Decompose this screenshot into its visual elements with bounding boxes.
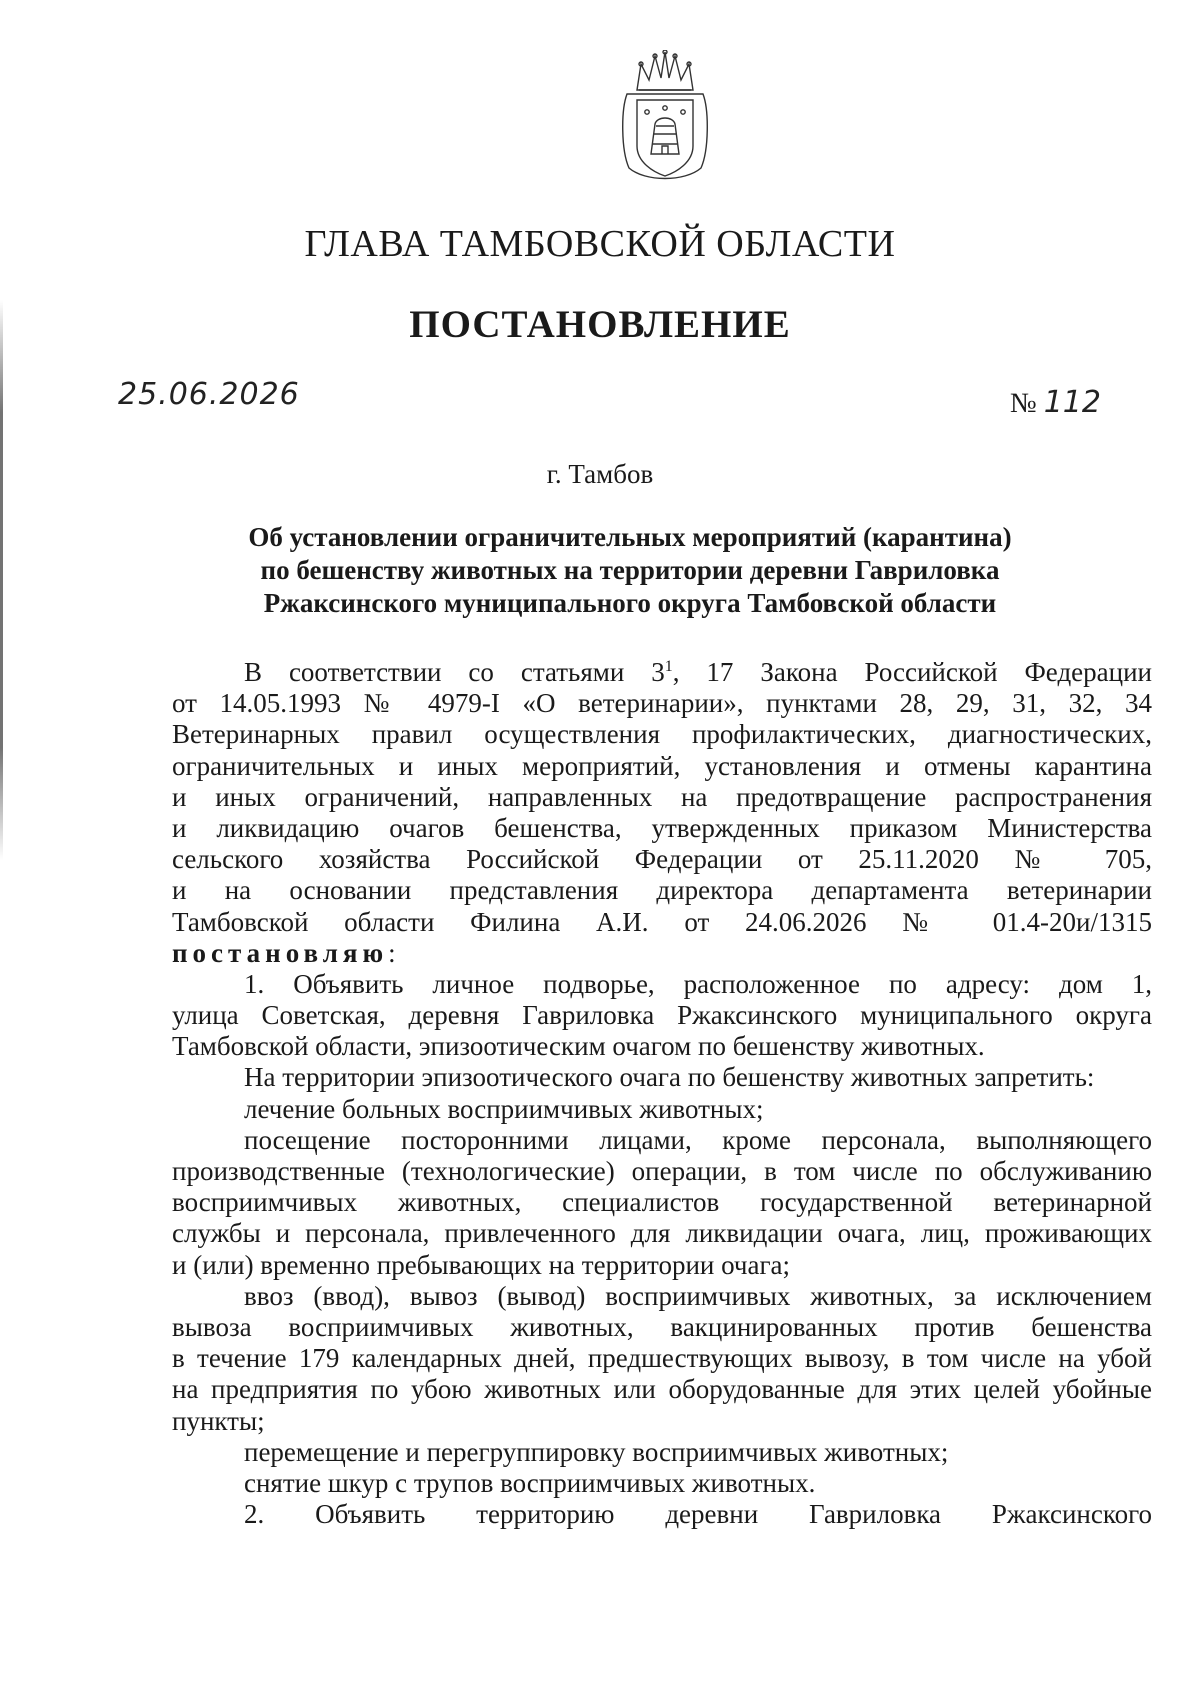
paragraph-line: пункты; [172,1405,265,1436]
body-line: и иных ограничений, направленных на предотвращение распространения [172,781,1152,812]
decree-colon: : [388,937,396,968]
title-line: Ржаксинского муниципального округа Тамбовской области [263,588,997,618]
paragraph-line: На территории эпизоотического очага по бешенству животных запретить: [244,1062,1095,1093]
body-line: и на основании представления директора департамента ветеринарии [172,875,1152,906]
paragraph-1-line: Тамбовской области, эпизоотическим очагом по бешенству животных. [172,1031,985,1062]
paragraph-line: лечение больных восприимчивых животных; [244,1093,764,1124]
paragraph-line: вывоза восприимчивых животных, вакцинированных против бешенства [172,1311,1152,1342]
body-line: сельского хозяйства Российской Федерации от 25.11.2020 № 705, [172,844,1152,875]
decree-word: постановляю [172,937,389,968]
intro-first-line [172,657,1152,688]
intro-text: В соответствии со статьями 3 [244,657,665,687]
paragraph-line: снятие шкур с трупов восприимчивых животных. [244,1467,816,1498]
body-line: ограничительных и иных мероприятий, установления и отмены карантина [172,750,1152,781]
decree-line [172,938,1152,969]
handwritten-number: 112 [1043,385,1101,420]
paragraph-1-line: 1. Объявить личное подворье, расположенное по адресу: дом 1, [244,968,1152,999]
intro-text: , 17 Закона Российской Федерации [672,657,1152,687]
title-line: Об установлении ограничительных мероприятий (карантина) [248,522,1012,552]
number-sign: № [1010,388,1037,419]
paragraph-line: на предприятия по убою животных или оборудованные для этих целей убойные [172,1374,1152,1405]
paragraph-line: производственные (технологические) операции, в том числе по обслуживанию [172,1156,1152,1186]
city-line: г. Тамбов [546,459,654,489]
paragraph-line: и (или) временно пребывающих на территории очага; [172,1249,791,1280]
paragraph-line: ввоз (ввод), вывоз (вывод) восприимчивых животных, за исключением [244,1280,1152,1311]
body-line: Тамбовской области Филина А.И. от 24.06.2026 № 01.4-20и/1315 [172,906,1152,937]
body-line: от 14.05.1993 № 4979-I «О ветеринарии», пунктами 28, 29, 31, 32, 34 [172,688,1152,719]
paragraph-1-line: улица Советская, деревня Гавриловка Ржаксинского муниципального округа [172,1000,1152,1031]
document-body [172,657,1152,1530]
paragraph-line: посещение посторонними лицами, кроме персонала, выполняющего [244,1124,1152,1155]
document-type-heading: ПОСТАНОВЛЕНИЕ [409,303,791,346]
paragraph-line: в течение 179 календарных дней, предшествующих вывозу, в том числе на убой [172,1343,1152,1374]
handwritten-date: 25.06.2026 [118,377,300,412]
paragraph-line: восприимчивых животных, специалистов государственной ветеринарной [172,1187,1152,1218]
document-title [170,521,1090,620]
document-number [1010,385,1101,420]
paragraph-2-line: 2. Объявить территорию деревни Гавриловка Ржаксинского [244,1499,1152,1530]
scan-edge-shadow [0,300,3,860]
issuing-authority-heading: ГЛАВА ТАМБОВСКОЙ ОБЛАСТИ [304,223,896,265]
superscript: 1 [664,658,673,675]
paragraph-line: перемещение и перегруппировку восприимчивых животных; [244,1436,949,1467]
body-line: и ликвидацию очагов бешенства, утвержденных приказом Министерства [172,812,1152,843]
body-line: Ветеринарных правил осуществления профилактических, диагностических, [172,719,1152,750]
coat-of-arms-emblem [615,50,715,190]
paragraph-line: службы и персонала, привлеченного для ликвидации очага, лиц, проживающих [172,1218,1152,1249]
title-line: по бешенству животных на территории деревни Гавриловка [260,555,1000,585]
